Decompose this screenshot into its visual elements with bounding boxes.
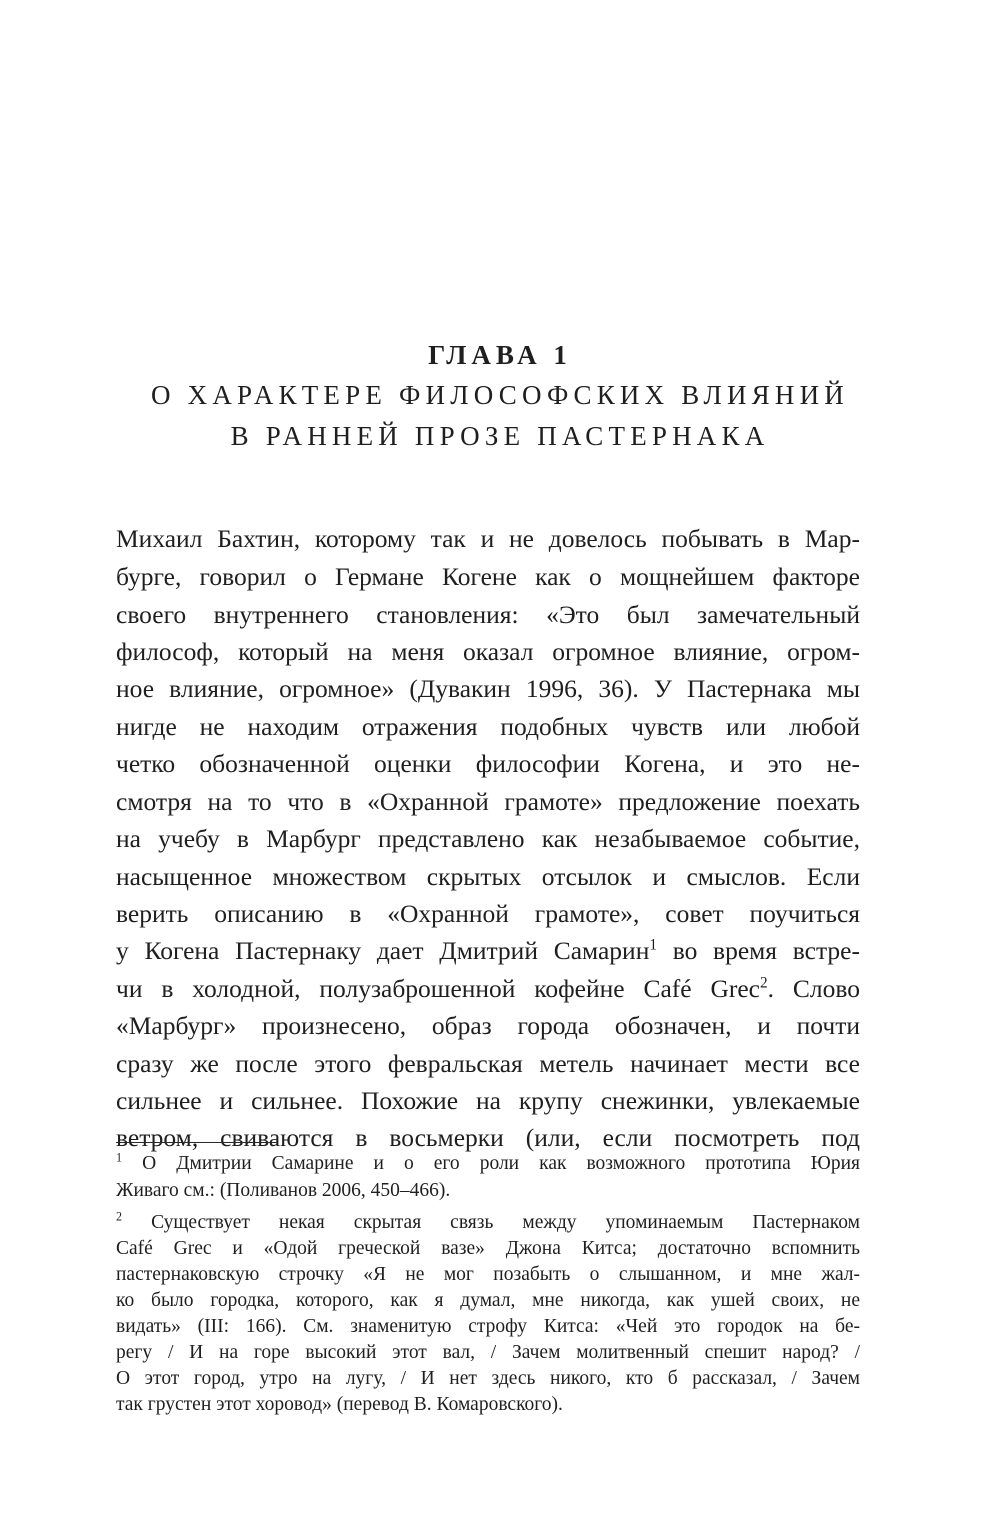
footnote-text: Существует некая скрытая связь между упоминаемым Пастернаком	[151, 1212, 860, 1233]
body-text-segment: во время встре-	[657, 936, 860, 965]
footnote-1	[116, 1151, 860, 1177]
footnote-2-line: пастернаковскую строчку «Я не мог позабыть о слышанном, и мне жал-	[116, 1264, 860, 1285]
footnote-2	[116, 1210, 860, 1236]
chapter-title-line-1: О ХАРАКТЕРЕ ФИЛОСОФСКИХ ВЛИЯНИЙ	[151, 380, 849, 410]
body-text-segment: у Когена Пастернаку дает Дмитрий Самарин	[116, 936, 650, 965]
chapter-title-line-2: В РАННЕЙ ПРОЗЕ ПАСТЕРНАКА	[230, 421, 770, 451]
body-text-segment: чи в холодной, полузаброшенной кофейне Café Grec	[116, 974, 760, 1003]
footnote-2-line: О этот город, утро на лугу, / И нет здесь никого, кто б рассказал, / Зачем	[116, 1368, 860, 1389]
footnote-2-line: так грустен этот хоровод» (перевод В. Комаровского).	[116, 1394, 563, 1415]
body-text-segment: . Слово	[767, 974, 860, 1003]
body-line: верить описанию в «Охранной грамоте», совет поучиться	[116, 899, 860, 928]
footnote-ref-2[interactable]: 2	[760, 974, 768, 992]
footnote-mark-1: 1	[116, 1150, 123, 1165]
body-line: насыщенное множеством скрытых отсылок и смыслов. Если	[116, 862, 860, 891]
body-line: сразу же после этого февральская метель начинает мести все	[116, 1049, 860, 1078]
body-line: Михаил Бахтин, которому так и не довелось побывать в Мар-	[116, 524, 860, 553]
footnote-2-line: Café Grec и «Одой греческой вазе» Джона Китса; достаточно вспомнить	[116, 1238, 860, 1259]
footnote-2-line: регу / И на горе высокий этот вал, / Зачем молитвенный спешит народ? /	[116, 1342, 860, 1363]
footnote-2-line: ко было городка, которого, как я думал, мне никогда, как ушей своих, не	[116, 1290, 860, 1311]
footnote-1-line-2: Живаго см.: (Поливанов 2006, 450–466).	[116, 1180, 451, 1201]
footnote-text: О Дмитрии Самарине и о его роли как возможного прототипа Юрия	[142, 1153, 860, 1174]
footnote-mark-2: 2	[116, 1209, 123, 1224]
footnote-divider	[116, 1142, 278, 1143]
body-line: ное влияние, огромное» (Дувакин 1996, 36). У Пастернака мы	[116, 674, 860, 703]
body-line: на учебу в Марбург представлено как незабываемое событие,	[116, 824, 860, 853]
body-line: бурге, говорил о Германе Когене как о мощнейшем факторе	[116, 562, 860, 591]
footnote-2-line: видать» (III: 166). См. знаменитую строфу Китса: «Чей это городок на бе-	[116, 1316, 860, 1337]
body-line: смотря на то что в «Охранной грамоте» предложение поехать	[116, 787, 860, 816]
footnote-ref-1[interactable]: 1	[649, 936, 657, 954]
body-line: нигде не находим отражения подобных чувств или любой	[116, 712, 860, 741]
body-line: ветром, свиваются в восьмерки (или, если посмотреть под	[116, 1123, 860, 1152]
body-line: сильнее и сильнее. Похожие на крупу снежинки, увлекаемые	[116, 1086, 860, 1115]
body-line	[116, 935, 860, 967]
body-line	[116, 973, 860, 1005]
chapter-number: ГЛАВА 1	[428, 340, 572, 370]
body-line: своего внутреннего становления: «Это был замечательный	[116, 600, 860, 629]
body-line: философ, который на меня оказал огромное влияние, огром-	[116, 637, 860, 666]
body-line: «Марбург» произнесено, образ города обозначен, и почти	[116, 1011, 860, 1040]
body-line: четко обозначенной оценки философии Когена, и это не-	[116, 749, 860, 778]
